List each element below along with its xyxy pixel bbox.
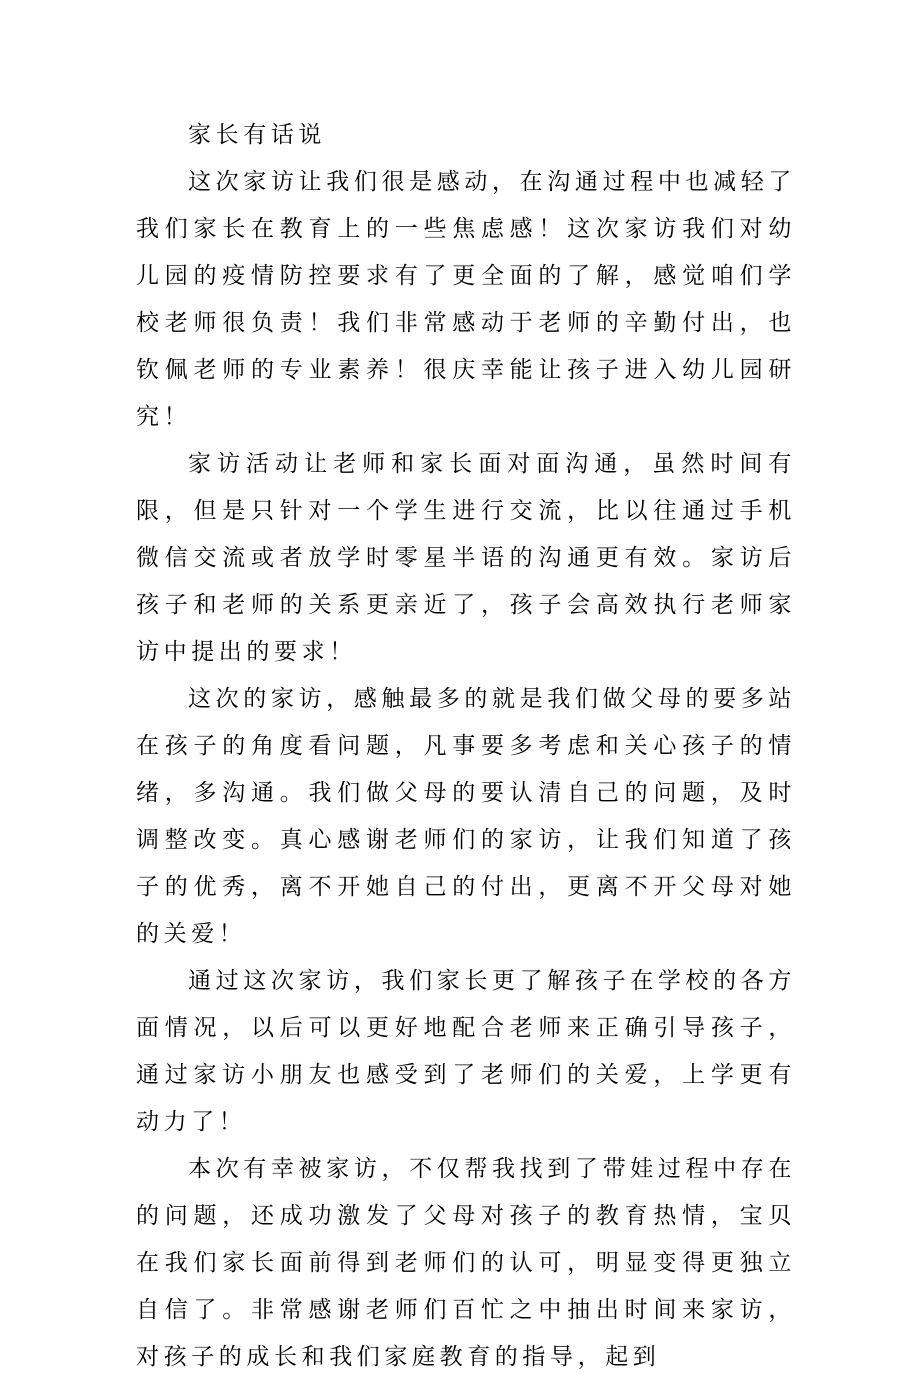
- paragraph-2: 家访活动让老师和家长面对面沟通，虽然时间有限，但是只针对一个学生进行交流，比以往通过手机微信交流或者放学时零星半语的沟通更有效。家访后孩子和老师的关系更亲近了，孩子会高效执行老师家访中提出的要求！: [136, 451, 796, 665]
- paragraph-3: 这次的家访，感触最多的就是我们做父母的要多站在孩子的角度看问题，凡事要多考虑和关心孩子的情绪，多沟通。我们做父母的要认清自己的问题，及时调整改变。真心感谢老师们的家访，让我们知道了孩子的优秀，离不开她自己的付出，更离不开父母对她的关爱！: [136, 686, 796, 947]
- document-body: [136, 112, 796, 1381]
- paragraph-1: 这次家访让我们很是感动，在沟通过程中也减轻了我们家长在教育上的一些焦虑感！这次家访我们对幼儿园的疫情防控要求有了更全面的了解，感觉咱们学校老师很负责！我们非常感动于老师的辛勤付出，也钦佩老师的专业素养！很庆幸能让孩子进入幼儿园研究！: [136, 169, 796, 430]
- paragraph-4: 通过这次家访，我们家长更了解孩子在学校的各方面情况，以后可以更好地配合老师来正确引导孩子，通过家访小朋友也感受到了老师们的关爱，上学更有动力了！: [136, 968, 796, 1135]
- paragraph-5: 本次有幸被家访，不仅帮我找到了带娃过程中存在的问题，还成功激发了父母对孩子的教育热情，宝贝在我们家长面前得到老师们的认可，明显变得更独立自信了。非常感谢老师们百忙之中抽出时间来家访，对孩子的成长和我们家庭教育的指导，起到: [136, 1156, 796, 1370]
- document-title: 家长有话说: [188, 122, 326, 148]
